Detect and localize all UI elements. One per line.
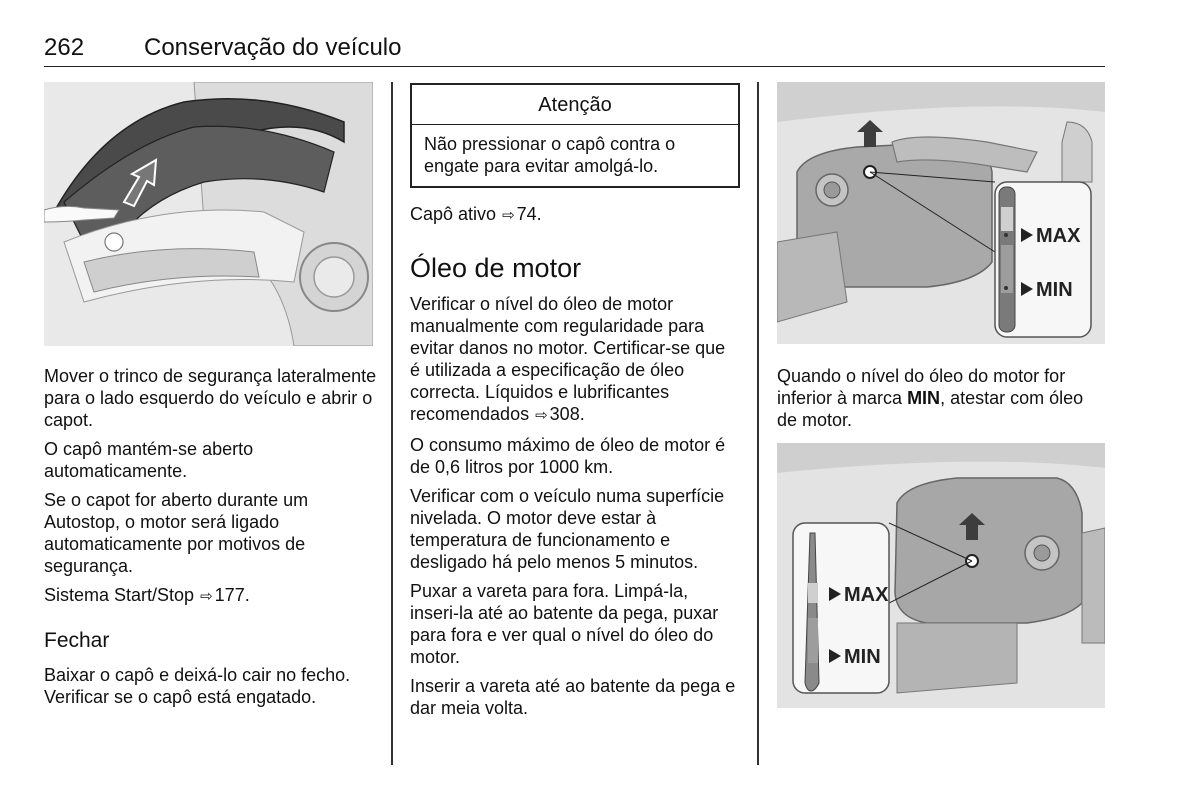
engine-illustration-bottom (777, 443, 1105, 708)
paragraph (44, 584, 379, 608)
page-number: 262 (44, 34, 85, 61)
paragraph-text: Verificar o nível do óleo de motor manualmente com regularidade para evitar danos no motor. Certificar-se que é utilizada a especificação de óleo correcta. Líquidos e lubrificantes recomendados (410, 294, 726, 424)
column-1 (44, 365, 379, 715)
page-title: Conservação do veículo (144, 34, 402, 61)
paragraph: O consumo máximo de óleo de motor é de 0,6 litros por 1000 km. (410, 435, 726, 477)
caption-text-start: Quando o nível do óleo do motor for inferior à marca (777, 366, 1066, 408)
engine-figure-bottom (777, 443, 1105, 708)
paragraph (410, 293, 740, 427)
max-label: MAX (844, 584, 889, 606)
max-label: MAX (1036, 225, 1081, 247)
engine-figure-top (777, 82, 1105, 344)
reference-page[interactable]: 177. (214, 585, 250, 605)
hood-illustration (44, 82, 373, 346)
paragraph: Se o capot for aberto durante um Autostop, o motor será ligado automaticamente por motivos de segurança. (44, 490, 309, 576)
hood-figure (44, 82, 373, 346)
warning-box (410, 83, 740, 188)
reference-arrow-icon: ⇨ (535, 407, 548, 424)
reference-page[interactable]: 308. (549, 404, 585, 424)
column-2 (410, 83, 740, 726)
paragraph (410, 203, 740, 227)
reference-arrow-icon: ⇨ (502, 207, 515, 224)
paragraph: Mover o trinco de segurança lateralmente para o lado esquerdo do veículo e abrir o capot. (44, 366, 377, 430)
section-heading-fechar: Fechar (44, 629, 110, 652)
caption-text-end: , atestar com óleo de motor. (777, 388, 1084, 430)
reference-arrow-icon: ⇨ (200, 588, 213, 605)
paragraph: Inserir a vareta até ao batente da pega e dar meia volta. (410, 676, 736, 718)
paragraph: Puxar a vareta para fora. Limpá-la, inseri-la até ao batente da pega, puxar para fora e ver qual o nível do óleo do motor. (410, 581, 719, 667)
section-heading-oleo: Óleo de motor (410, 253, 582, 283)
paragraph: O capô mantém-se aberto automaticamente. (44, 439, 254, 481)
min-label: MIN (1036, 279, 1073, 301)
paragraph (777, 365, 1107, 431)
min-label: MIN (844, 646, 881, 668)
column-divider-2 (757, 82, 759, 765)
column-divider-1 (391, 82, 393, 765)
engine-illustration-top (777, 82, 1105, 344)
column-3-caption (777, 365, 1107, 438)
paragraph: Verificar com o veículo numa superfície nivelada. O motor deve estar à temperatura de funcionamento e desligado há pelo menos 5 minutos. (410, 486, 725, 572)
page-header (44, 34, 1105, 67)
reference-text: Capô ativo (410, 204, 497, 224)
caption-min-mark: MIN (907, 388, 941, 408)
reference-page[interactable]: 74. (516, 204, 542, 224)
warning-text: Não pressionar o capô contra o engate para evitar amolgá-lo. (424, 134, 676, 176)
reference-text: Sistema Start/Stop (44, 585, 195, 605)
paragraph: Baixar o capô e deixá-lo cair no fecho. Verificar se o capô está engatado. (44, 665, 351, 707)
warning-title: Atenção (412, 85, 738, 125)
